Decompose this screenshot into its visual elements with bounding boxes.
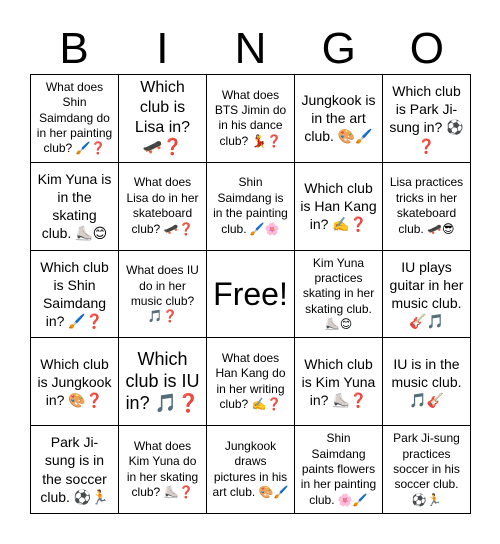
bingo-cell[interactable]: [119, 251, 207, 339]
free-space-cell[interactable]: [207, 251, 295, 339]
cell-text: What does Kim Yuna do in her skating club? ⛸️❓: [126, 438, 199, 499]
bingo-cell[interactable]: [119, 426, 207, 514]
bingo-cell[interactable]: [207, 426, 295, 514]
header-letter-n: N: [234, 24, 267, 73]
cell-text: IU is in the music club. 🎵🎸: [391, 355, 462, 408]
cell-text: Which club is IU in? 🎵❓: [125, 348, 200, 413]
cell-text: Park Ji-sung is in the soccer club. ⚽🏃: [40, 434, 109, 505]
cell-text: Which club is Lisa in? 🛹❓: [134, 79, 191, 157]
cell-text: Shin Saimdang paints flowers in her painting club. 🌸🖌️: [300, 431, 377, 507]
bingo-grid: [30, 74, 471, 514]
bingo-cell[interactable]: [31, 75, 119, 163]
bingo-cell[interactable]: [31, 338, 119, 426]
bingo-cell[interactable]: [119, 163, 207, 251]
bingo-cell[interactable]: [295, 75, 383, 163]
bingo-cell[interactable]: [295, 338, 383, 426]
cell-text: Which club is Han Kang in? ✍️❓: [300, 179, 377, 233]
cell-text: Kim Yuna is in the skating club. ⛸️😊: [37, 170, 112, 242]
bingo-cell[interactable]: [207, 163, 295, 251]
bingo-cell[interactable]: [295, 251, 383, 339]
header-letter-g: G: [321, 24, 356, 73]
header-letter-i: I: [156, 24, 169, 73]
bingo-cell[interactable]: [383, 338, 471, 426]
header-letter-o: O: [409, 24, 445, 73]
bingo-cell[interactable]: [383, 163, 471, 251]
cell-text: Kim Yuna practices skating in her skating club. ⛸️😊: [302, 255, 375, 332]
bingo-cell[interactable]: [383, 426, 471, 514]
bingo-cell[interactable]: [31, 163, 119, 251]
bingo-cell[interactable]: [295, 426, 383, 514]
bingo-cell[interactable]: [295, 163, 383, 251]
header-letter-b: B: [59, 24, 89, 73]
free-space-text: Free!: [213, 275, 288, 312]
cell-text: Shin Saimdang is in the painting club. 🖌️🌸: [213, 175, 288, 236]
cell-text: Which club is Kim Yuna in? ⛸️❓: [301, 355, 376, 408]
bingo-cell[interactable]: [207, 75, 295, 163]
bingo-cell[interactable]: [31, 251, 119, 339]
bingo-cell[interactable]: [119, 338, 207, 426]
cell-text: IU plays guitar in her music club. 🎸🎵: [389, 258, 464, 330]
cell-text: What does IU do in her music club? 🎵❓: [126, 263, 199, 324]
cell-text: Lisa practices tricks in her skateboard club. 🛹😎: [389, 175, 464, 236]
cell-text: Jungkook draws pictures in his art club. 🎨🖌️: [212, 438, 289, 499]
bingo-header: [30, 18, 471, 80]
bingo-cell[interactable]: [383, 251, 471, 339]
cell-text: Which club is Jungkook in? 🎨❓: [37, 355, 112, 408]
cell-text: Which club is Shin Saimdang in? 🖌️❓: [40, 258, 109, 330]
bingo-cell[interactable]: [31, 426, 119, 514]
cell-text: Jungkook is in the art club. 🎨🖌️: [301, 92, 376, 145]
cell-text: What does Han Kang do in her writing club? ✍️❓: [215, 351, 286, 412]
cell-text: Park Ji-sung practices soccer in his soccer club. ⚽🏃: [393, 431, 460, 507]
cell-text: Which club is Park Ji-sung in? ⚽❓: [389, 83, 464, 154]
cell-text: What does BTS Jimin do in his dance club? 💃❓: [214, 87, 287, 148]
bingo-cell[interactable]: [119, 75, 207, 163]
cell-text: What does Lisa do in her skateboard club? 🛹❓: [126, 175, 199, 236]
bingo-cell[interactable]: [383, 75, 471, 163]
cell-text: What does Shin Saimdang do in her painting club? 🖌️❓: [36, 80, 113, 156]
bingo-cell[interactable]: [207, 338, 295, 426]
